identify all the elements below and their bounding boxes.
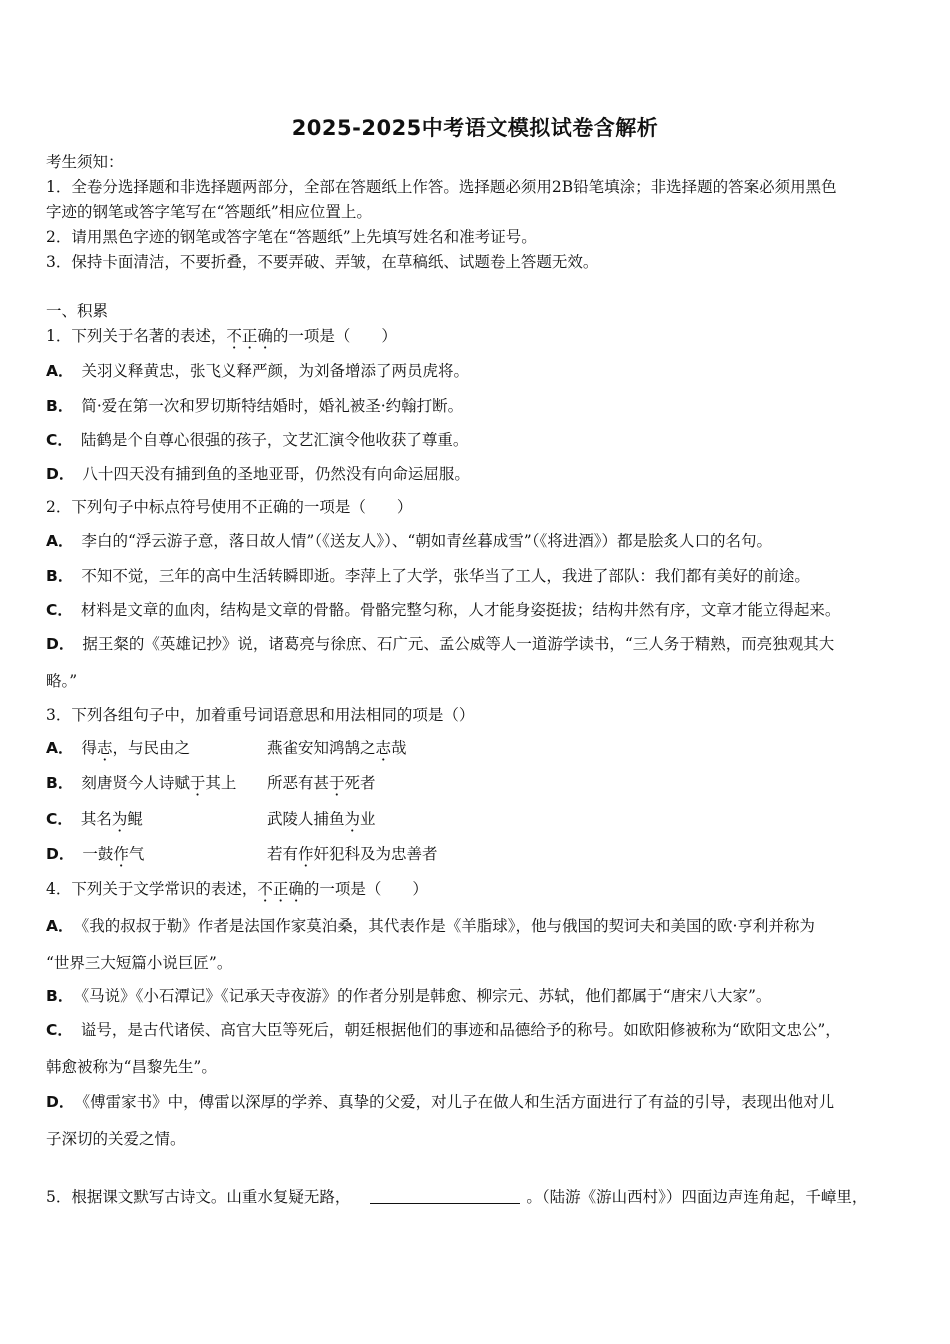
question-3-option-b: B． 刻唐贤今人诗赋于其上 [46, 774, 237, 792]
question-2-option-c: C． 材料是文章的血肉，结构是文章的骨骼。骨骼完整匀称，人才能身姿挺拔；结构井然有序，文章才能立得起来。 [46, 601, 841, 619]
question-4-option-c: C． 谥号，是古代诸侯、高官大臣等死后，朝廷根据他们的事迹和品德给予的称号。如欧阳修被称为“欧阳文忠公”， [46, 1021, 841, 1039]
question-3-option-c: C． 其名为鲲 [46, 810, 143, 828]
question-5: 5．根据课文默写古诗文。山重水复疑无路， 。（陆游《游山西村》）四面边声连角起，千嶂里， [46, 1188, 868, 1206]
question-3-option-a: A． 得志，与民由之 [46, 739, 191, 757]
question-2-option-d: D． 据王粲的《英雄记抄》说，诸葛亮与徐庶、石广元、孟公威等人一道游学读书，“三人务于精熟，而亮独观其大 [46, 635, 835, 653]
notice-item-3: 3．保持卡面清洁，不要折叠，不要弄破、弄皱，在草稿纸、试题卷上答题无效。 [46, 253, 599, 271]
emphasis-char: 正 [272, 880, 289, 898]
question-3-option-a-pair: 燕雀安知鸿鹄之志哉 [267, 739, 407, 757]
question-2-option-b: B． 不知不觉，三年的高中生活转瞬即逝。李萍上了大学，张华当了工人，我进了部队：我们都有美好的前途。 [46, 567, 810, 585]
answer-blank[interactable] [370, 1187, 520, 1204]
question-3-option-d-pair: 若有作奸犯科及为忠善者 [267, 845, 438, 863]
emphasis-char: 正 [241, 327, 258, 345]
emphasis-char: 志 [97, 739, 113, 757]
page-title: 2025-2025中考语文模拟试卷含解析 [291, 116, 659, 140]
section-heading: 一、积累 [46, 302, 109, 320]
emphasis-char: 确 [288, 880, 304, 898]
emphasis-char: 作 [113, 845, 129, 863]
question-4-option-c-cont: 韩愈被称为“昌黎先生”。 [46, 1058, 217, 1076]
question-4-option-d-cont: 子深切的关爱之情。 [46, 1130, 186, 1148]
question-4-option-b: B． 《马说》《小石潭记》《记承天寺夜游》的作者分别是韩愈、柳宗元、苏轼，他们都属于“唐宋八大家”。 [46, 987, 772, 1005]
question-2-option-a: A． 李白的“浮云游子意，落日故人情”（《送友人》）、“朝如青丝暮成雪”（《将进酒》）都是脍炙人口的名句。 [46, 532, 772, 550]
emphasis-char: 不 [257, 880, 273, 898]
question-1-option-a: A． 关羽义释黄忠，张飞义释严颜，为刘备增添了两员虎将。 [46, 362, 470, 380]
emphasis-char: 作 [298, 845, 314, 863]
question-4-option-a-cont: “世界三大短篇小说巨匠”。 [46, 954, 233, 972]
emphasis-char: 于 [189, 774, 206, 792]
question-4-option-d: D． 《傅雷家书》中，傅雷以深厚的学养、真挚的父爱，对儿子在做人和生活方面进行了有益的引导，表现出他对儿 [46, 1093, 835, 1111]
question-4-stem: 4．下列关于文学常识的表述，不正确的一项是（ ） [46, 880, 428, 898]
emphasis-char: 于 [329, 774, 345, 792]
question-3-option-c-pair: 武陵人捕鱼为业 [267, 810, 376, 828]
emphasis-char: 志 [375, 739, 392, 757]
notice-heading: 考生须知： [46, 153, 124, 171]
question-1-option-c: C． 陆鹤是个自尊心很强的孩子，文艺汇演令他收获了尊重。 [46, 431, 469, 449]
question-3-option-d: D． 一鼓作气 [46, 845, 145, 863]
question-1-option-d: D． 八十四天没有捕到鱼的圣地亚哥，仍然没有向命运屈服。 [46, 465, 470, 483]
question-3-stem: 3．下列各组句子中，加着重号词语意思和用法相同的项是（） [46, 706, 475, 724]
question-4-option-a: A． 《我的叔叔于勒》作者是法国作家莫泊桑，其代表作是《羊脂球》，他与俄国的契诃夫和美国的欧·亨利并称为 [46, 917, 815, 935]
notice-item-1: 1．全卷分选择题和非选择题两部分，全部在答题纸上作答。选择题必须用2B铅笔填涂；非选择题的答案必须用黑色 [46, 178, 837, 196]
emphasis-char: 不 [226, 327, 242, 345]
question-2-stem: 2．下列句子中标点符号使用不正确的一项是（ ） [46, 498, 413, 516]
notice-item-2: 2．请用黑色字迹的钢笔或答字笔在“答题纸”上先填写姓名和准考证号。 [46, 228, 537, 246]
emphasis-char: 确 [257, 327, 273, 345]
question-3-option-b-pair: 所恶有甚于死者 [267, 774, 376, 792]
emphasis-char: 为 [111, 810, 128, 828]
notice-item-1-cont: 字迹的钢笔或答字笔写在“答题纸”相应位置上。 [46, 203, 372, 221]
question-2-option-d-cont: 略。” [46, 672, 78, 690]
emphasis-char: 为 [344, 810, 361, 828]
question-1-option-b: B． 简·爱在第一次和罗切斯特结婚时，婚礼被圣·约翰打断。 [46, 397, 464, 415]
question-1-stem: 1．下列关于名著的表述，不正确的一项是（ ） [46, 327, 397, 345]
